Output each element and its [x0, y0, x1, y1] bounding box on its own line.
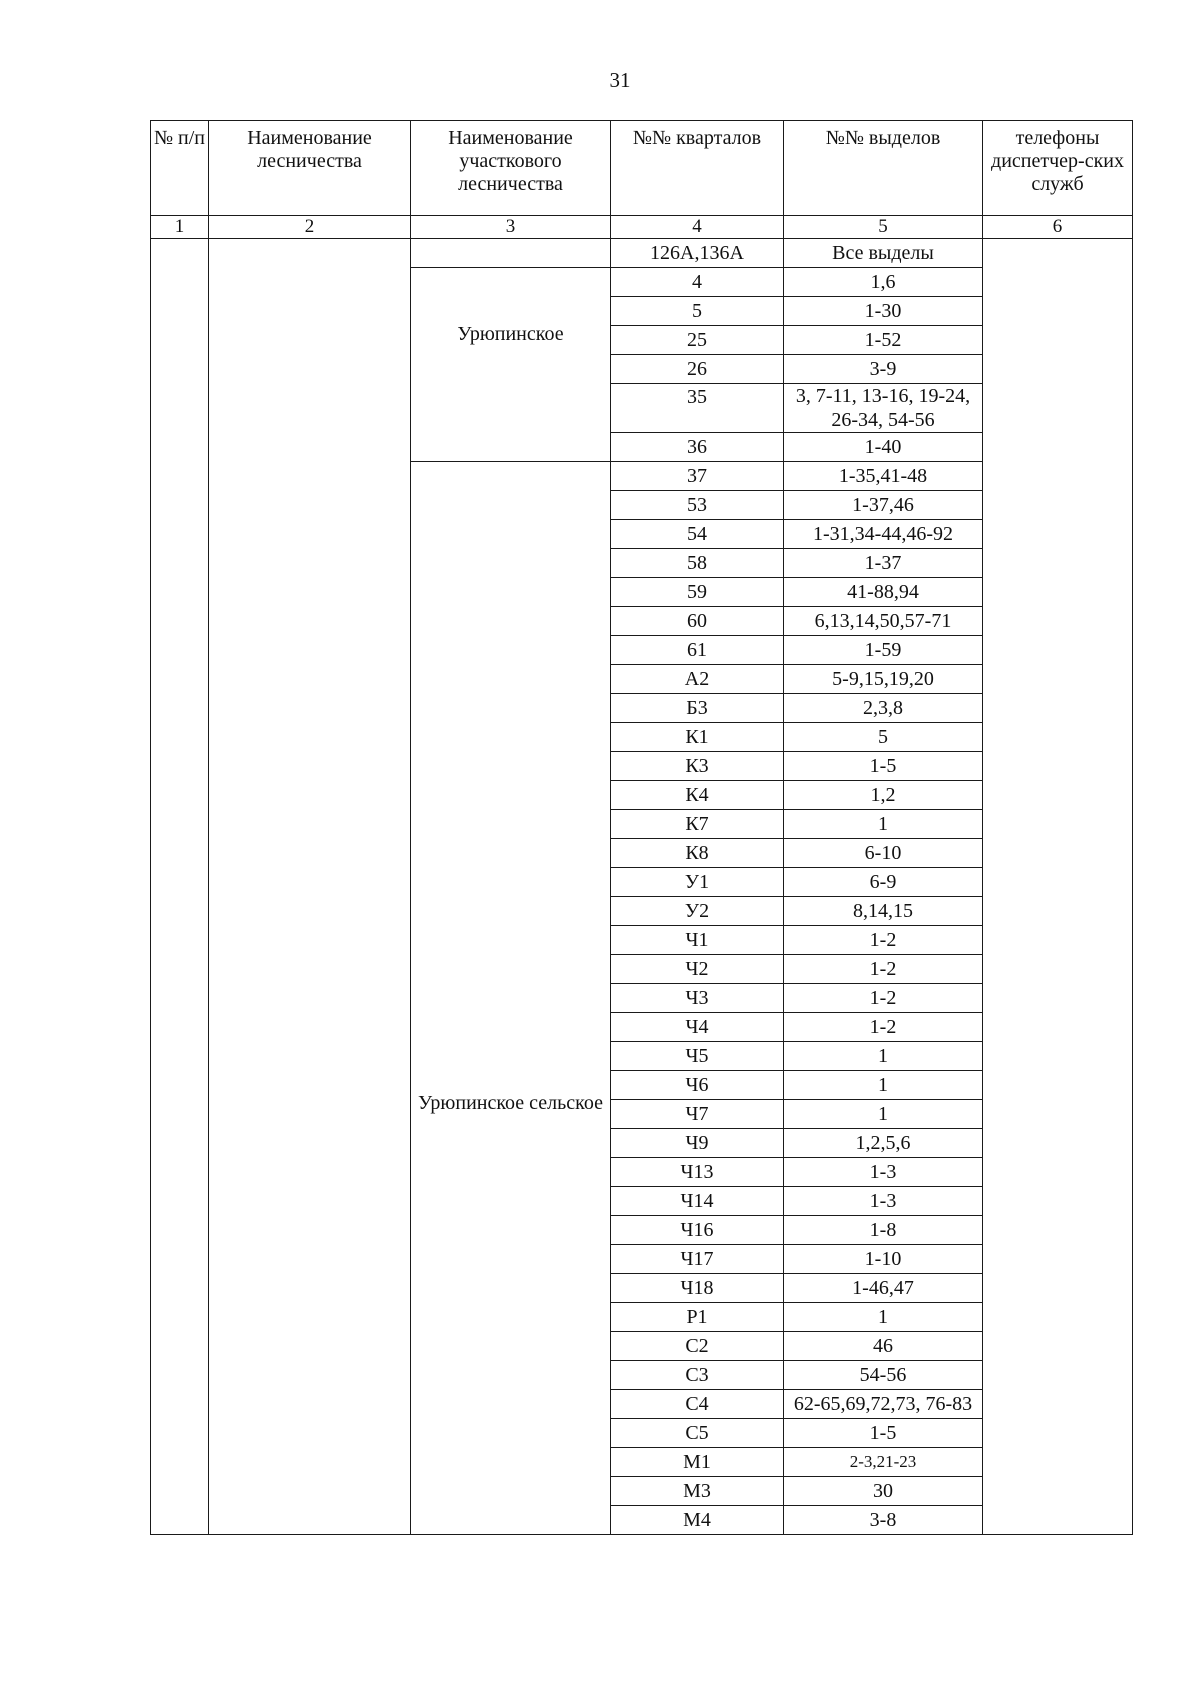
allotment-cell: 6-10: [784, 839, 983, 868]
allotment-cell: 1-5: [784, 752, 983, 781]
allotment-cell: 6,13,14,50,57-71: [784, 607, 983, 636]
index-row: [151, 216, 1133, 239]
quarter-cell: 61: [611, 636, 784, 665]
allotment-cell: 5: [784, 723, 983, 752]
allotment-cell: 1-10: [784, 1245, 983, 1274]
allotment-cell: 1: [784, 1071, 983, 1100]
header-allotments: №№ выделов: [784, 121, 983, 216]
quarter-cell: 58: [611, 549, 784, 578]
header-forestry: Наименование лесничества: [209, 121, 411, 216]
allotment-cell: 62-65,69,72,73, 76-83: [784, 1390, 983, 1419]
allotment-cell: 1-35,41-48: [784, 462, 983, 491]
allotment-cell: Все выделы: [784, 239, 983, 268]
header-phones: телефоны диспетчер-ских служб: [983, 121, 1133, 216]
index-cell: 4: [611, 216, 784, 239]
quarter-cell: Ч4: [611, 1013, 784, 1042]
quarter-cell: К1: [611, 723, 784, 752]
quarter-cell: С5: [611, 1419, 784, 1448]
header-district-forestry: Наименование участкового лесничества: [411, 121, 611, 216]
quarter-cell: Ч7: [611, 1100, 784, 1129]
allotment-cell: 1-2: [784, 984, 983, 1013]
allotment-cell: 1-8: [784, 1216, 983, 1245]
allotment-cell: 1-37,46: [784, 491, 983, 520]
allotment-cell: 1: [784, 1303, 983, 1332]
quarter-cell: Ч16: [611, 1216, 784, 1245]
number-cell: [151, 239, 209, 1535]
quarter-cell: 59: [611, 578, 784, 607]
phones-cell: [983, 239, 1133, 1535]
district-urupinskoe: Урюпинское: [411, 268, 611, 462]
allotment-cell: 1-30: [784, 297, 983, 326]
allotment-cell: 1-3: [784, 1158, 983, 1187]
quarter-cell: С4: [611, 1390, 784, 1419]
quarter-cell: 4: [611, 268, 784, 297]
quarter-cell: К8: [611, 839, 784, 868]
header-quarters: №№ кварталов: [611, 121, 784, 216]
quarter-cell: Ч1: [611, 926, 784, 955]
allotment-cell: 8,14,15: [784, 897, 983, 926]
quarter-cell: К3: [611, 752, 784, 781]
allotment-cell: 41-88,94: [784, 578, 983, 607]
quarter-cell: У1: [611, 868, 784, 897]
index-cell: 6: [983, 216, 1133, 239]
allotment-cell: 1-52: [784, 326, 983, 355]
allotment-cell: 54-56: [784, 1361, 983, 1390]
quarter-cell: К7: [611, 810, 784, 839]
page-number: 31: [609, 68, 631, 92]
allotment-cell: 1-59: [784, 636, 983, 665]
quarter-cell: Ч14: [611, 1187, 784, 1216]
allotment-cell: 2,3,8: [784, 694, 983, 723]
allotment-cell: 1: [784, 810, 983, 839]
allotment-cell: 1-2: [784, 955, 983, 984]
forestry-cell: [209, 239, 411, 1535]
quarter-cell: Ч6: [611, 1071, 784, 1100]
allotment-cell: 3, 7-11, 13-16, 19-24, 26-34, 54-56: [784, 384, 983, 433]
allotment-cell: 1: [784, 1042, 983, 1071]
allotment-cell: 3-8: [784, 1506, 983, 1535]
index-cell: 3: [411, 216, 611, 239]
allotment-cell: 6-9: [784, 868, 983, 897]
header-row: [151, 121, 1133, 216]
quarter-cell: 36: [611, 433, 784, 462]
quarter-cell: М1: [611, 1448, 784, 1477]
quarter-cell: А2: [611, 665, 784, 694]
quarter-cell: Ч2: [611, 955, 784, 984]
quarter-cell: С2: [611, 1332, 784, 1361]
allotment-cell: 1,2: [784, 781, 983, 810]
allotment-cell: 1,6: [784, 268, 983, 297]
quarter-cell: 53: [611, 491, 784, 520]
allotment-cell: 1,2,5,6: [784, 1129, 983, 1158]
quarter-cell: 60: [611, 607, 784, 636]
header-number: № п/п: [151, 121, 209, 216]
quarter-cell: 126А,136А: [611, 239, 784, 268]
allotment-cell: 30: [784, 1477, 983, 1506]
quarter-cell: С3: [611, 1361, 784, 1390]
allotment-cell: 1-31,34-44,46-92: [784, 520, 983, 549]
allotment-cell: 3-9: [784, 355, 983, 384]
allotment-cell: 1-2: [784, 1013, 983, 1042]
district-urupinskoe-selskoe: Урюпинское сельское: [411, 462, 611, 1535]
quarter-cell: Ч3: [611, 984, 784, 1013]
quarters-table: [150, 120, 1133, 1535]
allotment-cell: 1-46,47: [784, 1274, 983, 1303]
quarter-cell: 54: [611, 520, 784, 549]
allotment-cell: 1-3: [784, 1187, 983, 1216]
table-row: [151, 239, 1133, 268]
allotment-cell: 1-37: [784, 549, 983, 578]
quarter-cell: Ч18: [611, 1274, 784, 1303]
allotment-cell: 1-40: [784, 433, 983, 462]
index-cell: 2: [209, 216, 411, 239]
index-cell: 1: [151, 216, 209, 239]
quarter-cell: М3: [611, 1477, 784, 1506]
quarter-cell: 26: [611, 355, 784, 384]
quarter-cell: Ч13: [611, 1158, 784, 1187]
allotment-cell: 1: [784, 1100, 983, 1129]
quarter-cell: 35: [611, 384, 784, 433]
quarter-cell: К4: [611, 781, 784, 810]
quarter-cell: Б3: [611, 694, 784, 723]
quarter-cell: 25: [611, 326, 784, 355]
quarter-cell: У2: [611, 897, 784, 926]
allotment-cell: 46: [784, 1332, 983, 1361]
allotment-cell: 2-3,21-23: [784, 1448, 983, 1477]
allotment-cell: 1-2: [784, 926, 983, 955]
quarter-cell: Ч9: [611, 1129, 784, 1158]
quarter-cell: Ч17: [611, 1245, 784, 1274]
district-cell-empty: [411, 239, 611, 268]
quarter-cell: 5: [611, 297, 784, 326]
allotment-cell: 5-9,15,19,20: [784, 665, 983, 694]
allotment-cell: 1-5: [784, 1419, 983, 1448]
quarter-cell: 37: [611, 462, 784, 491]
index-cell: 5: [784, 216, 983, 239]
quarter-cell: Ч5: [611, 1042, 784, 1071]
quarter-cell: Р1: [611, 1303, 784, 1332]
quarter-cell: М4: [611, 1506, 784, 1535]
